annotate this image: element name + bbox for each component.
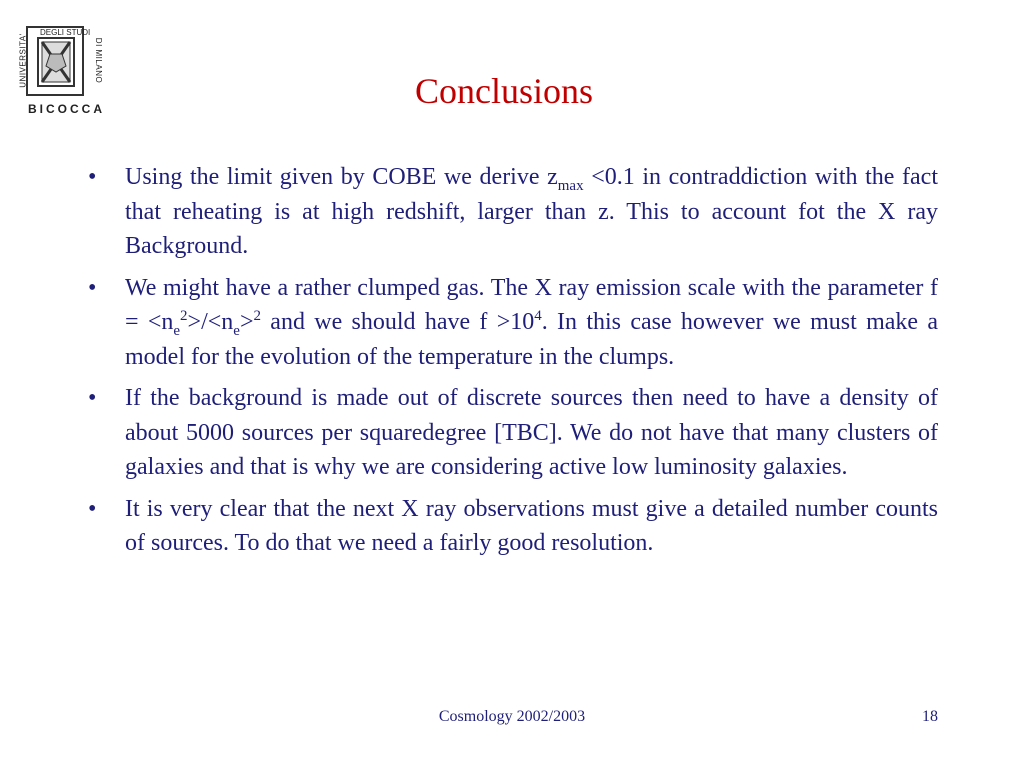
subscript: e <box>173 322 181 339</box>
bullet-item-1 <box>88 160 938 264</box>
bullet-item-2 <box>88 271 938 375</box>
bullet-text: <0.1 in contraddiction with the fact that reheating is at high redshift, larger than z. This to account fot the X ray Background. <box>125 164 938 259</box>
slide-number: 18 <box>922 708 938 725</box>
bullet-marker: • <box>88 274 97 301</box>
bullet-text: If the background is made out of discrete sources then need to have a density of about 5000 sources per squaredegree [TBC]. We do not have that many clusters of galaxies and that is why we are considering active low luminosity galaxies. <box>125 385 938 480</box>
bullet-marker: • <box>88 164 97 190</box>
bullet-marker: • <box>88 385 97 411</box>
bullet-text: We might have a rather clumped gas. The X ray emission scale with the parameter f = <n <box>125 274 938 335</box>
logo-text-degli-studi: DEGLI STUDI <box>40 28 91 37</box>
bullet-item-3 <box>88 381 938 485</box>
bullet-text: > <box>239 309 254 335</box>
slide-title: Conclusions <box>414 71 593 111</box>
logo-text-universita: UNIVERSITA' <box>18 33 28 88</box>
superscript: 4 <box>534 308 542 324</box>
bullet-text: . In this case however we must make a model for the evolution of the temperature in the clumps. <box>125 309 938 370</box>
subscript: e <box>233 322 240 339</box>
logo-text-bicocca: BICOCCA <box>28 102 105 116</box>
logo-text-di-milano: DI MILANO <box>94 37 104 84</box>
bullet-marker: • <box>88 495 97 522</box>
bullet-text: >/<n <box>187 309 234 335</box>
superscript: 2 <box>253 308 262 324</box>
bullet-text: Using the limit given by COBE we derive z <box>125 164 558 190</box>
footer-course: Cosmology 2002/2003 <box>438 708 586 725</box>
superscript: 2 <box>180 308 188 324</box>
subscript: max <box>557 177 584 194</box>
bullet-item-4 <box>88 492 938 561</box>
bullet-text: and we should have f >10 <box>261 309 535 335</box>
bullet-list <box>88 160 938 568</box>
bullet-text: It is very clear that the next X ray observations must give a detailed number counts of sources. To do that we need a fairly good resolution. <box>125 495 938 556</box>
